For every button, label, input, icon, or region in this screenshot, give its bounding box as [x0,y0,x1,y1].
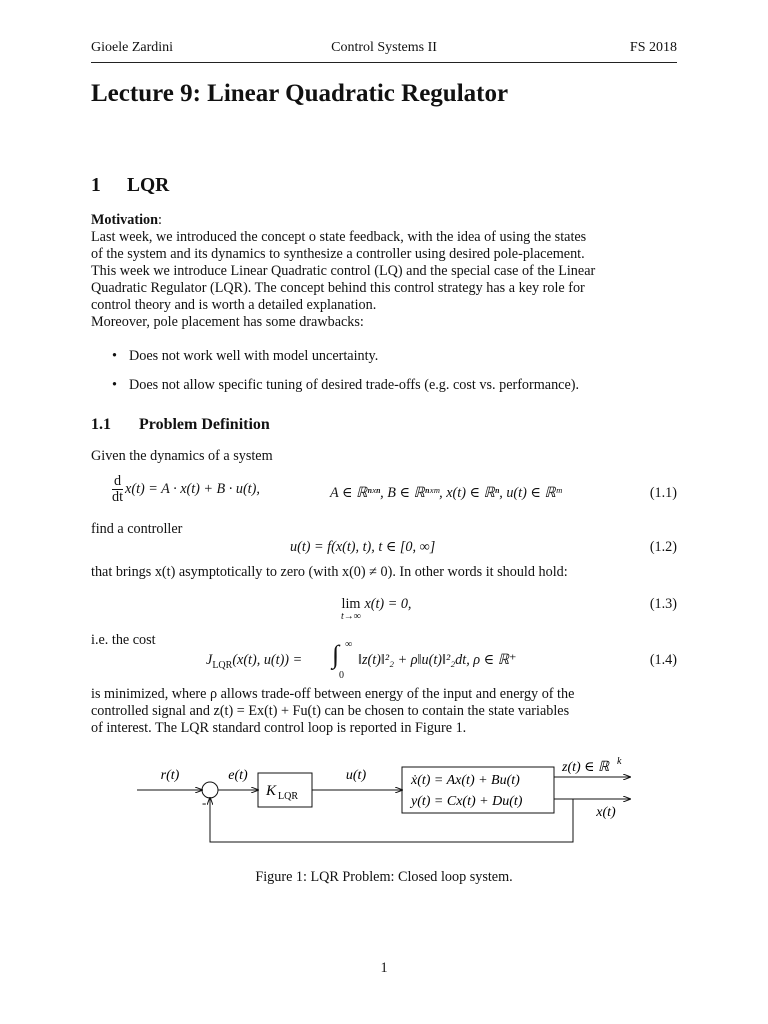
motivation-line: This week we introduce Linear Quadratic control (LQ) and the special case of the Linear [91,263,596,279]
paragraph-line: controlled signal and z(t) = Ex(t) + Fu(t) can be chosen to contain the state variables [91,703,570,719]
subsection-number: 1.1 [91,416,111,433]
paragraph-line: of interest. The LQR standard control loop is reported in Figure 1. [91,720,467,736]
motivation-paragraph [91,212,677,331]
header-author: Gioele Zardini [91,40,174,55]
plant-output-equation: y(t) = Cx(t) + Du(t) [411,794,523,809]
controller-sub: LQR [278,791,298,802]
equation-number: (1.4) [649,652,677,668]
motivation-line: Moreover, pole placement has some drawbacks: [91,314,364,330]
closed-loop-diagram [0,755,768,855]
motivation-line: Quadratic Regulator (LQR). The concept behind this control strategy has a key role for [91,280,585,296]
lecture-title: Lecture 9: Linear Quadratic Regulator [91,80,509,107]
equation-number: (1.1) [649,485,677,501]
controller-k: K [266,783,277,799]
signal-z-superscript: k [617,756,622,767]
minimized-paragraph [91,686,677,737]
plant-state-equation: ẋ(t) = Ax(t) + Bu(t) [411,773,520,788]
equation-1-1-domains: A ∈ ℝⁿˣⁿ, B ∈ ℝⁿˣᵐ, x(t) ∈ ℝⁿ, u(t) ∈ ℝᵐ [330,485,562,501]
limit-operator: lim [341,596,361,612]
header-course: Control Systems II [331,40,437,55]
signal-x-label: x(t) [596,805,616,820]
text-brings: that brings x(t) asymptotically to zero (with x(0) ≠ 0). In other words it should hold: [91,564,568,580]
motivation-line: control theory and is worth a detailed explanation. [91,297,377,313]
limit-body: x(t) = 0, [364,596,412,612]
motivation-colon: : [158,212,162,228]
equation-1-2: u(t) = f(x(t), t), t ∈ [0, ∞] [290,539,436,555]
header-term: FS 2018 [629,40,677,55]
figure-caption: Figure 1: LQR Problem: Closed loop system. [255,869,513,885]
drawbacks-list [112,348,672,394]
signal-r-label: r(t) [160,768,180,783]
list-item: • Does not allow specific tuning of desired trade-offs (e.g. cost vs. performance). [112,377,672,394]
minus-sign: - [202,795,207,810]
text-cost: i.e. the cost [91,632,156,648]
integral-sign: ∫ [332,640,340,669]
cost-subscript: LQR [212,659,233,671]
section-heading [91,175,169,197]
page-number: 1 [380,960,388,976]
integral-upper-limit: ∞ [345,639,353,650]
motivation-line: Last week, we introduced the concept o state feedback, with the idea of using the states [91,229,587,245]
equation-1-3 [341,596,411,622]
equation-1-4 [206,652,302,671]
paragraph-line: is minimized, where ρ allows trade-off between energy of the input and energy of the [91,686,575,702]
cost-symbol: J [206,652,213,668]
signal-u-label: u(t) [345,768,367,783]
cost-arguments: (x(t), u(t)) = [232,652,303,668]
subsection-heading [91,416,270,434]
subsection-title: Problem Definition [139,416,270,433]
header-rule [91,62,677,63]
section-number: 1 [91,175,101,196]
section-title: LQR [127,175,170,196]
text-find: find a controller [91,521,183,537]
equation-1-1 [112,474,260,505]
motivation-line: of the system and its dynamics to synthesize a controller using desired pole-placement. [91,246,585,262]
text-given: Given the dynamics of a system [91,448,273,464]
equation-number: (1.2) [649,539,677,555]
integral-lower-limit: 0 [339,670,344,681]
equation-number: (1.3) [649,596,677,612]
integrand: ‖z(t)‖²₂ + ρ‖u(t)‖²₂dt, ρ ∈ ℝ⁺ [358,652,517,668]
signal-e-label: e(t) [228,768,248,783]
motivation-label: Motivation [91,212,158,228]
limit-subscript: t→∞ [341,611,361,622]
equation-lhs: x(t) = A · x(t) + B · u(t), [125,480,260,497]
signal-z-label: z(t) ∈ ℝ [562,760,610,775]
list-item: • Does not work well with model uncertainty. [112,348,672,365]
derivative-fraction: $\frac{d}{dt}$ [112,473,124,505]
